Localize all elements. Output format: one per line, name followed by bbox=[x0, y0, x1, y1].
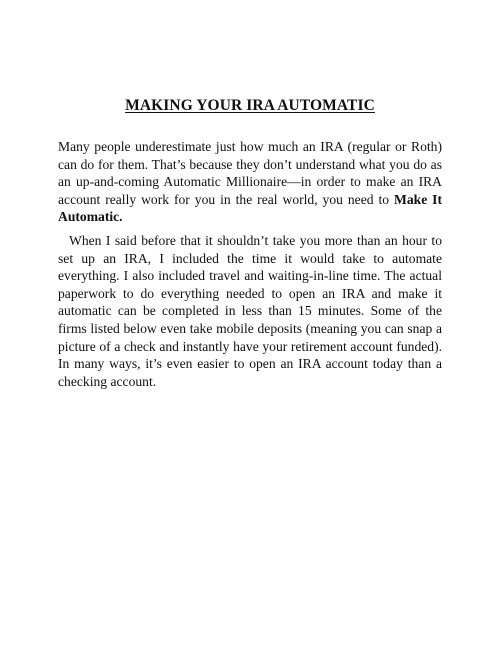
page-title: MAKING YOUR IRA AUTOMATIC bbox=[125, 97, 375, 114]
paragraph-2: When I said before that it shouldn’t take you more than an hour to set up an IRA, I included the time it would take to automate everything. I also included travel and waiting-in-line time. The actual paperwork to do everything needed to open an IRA and make it automatic can be completed in less than 15 minutes. Some of the firms listed below even take mobile deposits (meaning you can snap a picture of a check and instantly have your retirement account funded). In many ways, it’s even easier to open an IRA account today than a checking account. bbox=[58, 232, 442, 389]
paragraph-1-emphasis: Make It Automatic. bbox=[58, 191, 442, 225]
paragraph-1 bbox=[58, 138, 442, 226]
paragraph-1-text: Many people underestimate just how much an IRA (regular or Roth) can do for them. That’s because they don’t understand what you do as an up-and-coming Automatic Millionaire—in order to make an IRA account really work for you in the real world, you need to bbox=[58, 139, 442, 207]
document-page bbox=[58, 0, 442, 390]
